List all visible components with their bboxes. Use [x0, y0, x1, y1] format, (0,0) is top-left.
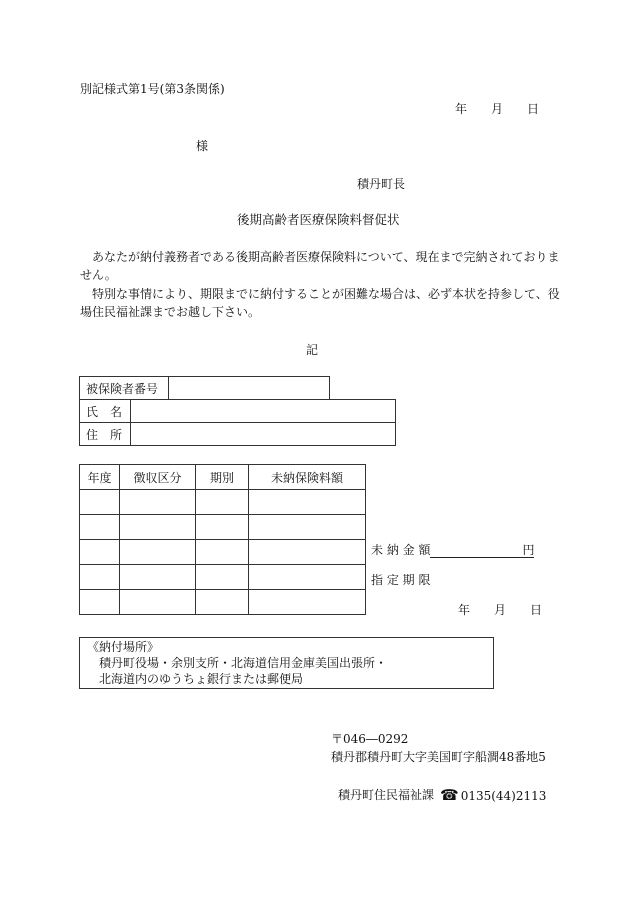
unpaid-amount-row: [371, 543, 534, 558]
unpaid-amount-field[interactable]: [430, 545, 522, 558]
table-cell[interactable]: [120, 565, 196, 590]
table-cell[interactable]: [80, 490, 120, 515]
table-row: [80, 565, 366, 590]
name-field[interactable]: [131, 400, 396, 423]
table-cell[interactable]: [120, 490, 196, 515]
body-paragraph-2-line-1: 特別な事情により、期限までに納付することが困難な場合は、必ず本状を持参して、役: [80, 287, 560, 301]
address-label: 住 所: [80, 423, 131, 446]
table-row: [80, 490, 366, 515]
header-collection-type: 徴収区分: [120, 465, 196, 490]
body-paragraph-1-line-1: あなたが納付義務者である後期高齢者医療保険料について、現在まで完納されておりま: [80, 250, 560, 264]
address-field[interactable]: [131, 423, 396, 446]
table-cell[interactable]: [196, 590, 249, 615]
name-label: 氏 名: [80, 400, 131, 423]
table-cell[interactable]: [249, 515, 366, 540]
table-cell[interactable]: [80, 565, 120, 590]
table-cell[interactable]: [249, 590, 366, 615]
payment-place-box: [79, 637, 494, 689]
table-cell[interactable]: [120, 590, 196, 615]
sender-name: 積丹町長: [357, 177, 406, 191]
header-term: 期別: [196, 465, 249, 490]
table-row: [80, 540, 366, 565]
insured-info-table: [79, 376, 330, 400]
phone-icon: ☎: [440, 786, 459, 804]
document-title: 後期高齢者医療保険料督促状: [237, 212, 400, 227]
header-fiscal-year: 年度: [80, 465, 120, 490]
table-cell[interactable]: [80, 590, 120, 615]
payment-place-heading: 《納付場所》: [87, 640, 160, 654]
table-cell[interactable]: [80, 515, 120, 540]
unpaid-amount-label: 未 納 金 額: [371, 543, 431, 557]
payment-place-line-1: 積丹町役場・余別支所・北海道信用金庫美国出張所・: [99, 656, 388, 670]
yen-label: 円: [522, 543, 535, 557]
insured-number-label: 被保険者番号: [80, 377, 169, 400]
deadline-date: 年 月 日: [458, 603, 543, 617]
table-row: [80, 515, 366, 540]
table-cell[interactable]: [249, 565, 366, 590]
issue-date: 年 月 日: [455, 102, 540, 116]
insured-number-field[interactable]: [169, 377, 330, 400]
unpaid-detail-table: [79, 464, 366, 615]
phone-line: [440, 788, 546, 803]
department-name: 積丹町住民福祉課: [338, 788, 435, 802]
ki-marker: 記: [306, 343, 319, 357]
body-paragraph-2-line-2: 場住民福祉課までお越し下さい。: [80, 305, 261, 319]
table-cell[interactable]: [249, 490, 366, 515]
payment-place-line-2: 北海道内のゆうちょ銀行または郵便局: [99, 672, 304, 686]
table-row: [80, 590, 366, 615]
deadline-label: 指 定 期 限: [371, 573, 431, 587]
table-cell[interactable]: [196, 540, 249, 565]
postal-code: 〒046―0292: [331, 732, 409, 746]
table-cell[interactable]: [249, 540, 366, 565]
table-cell[interactable]: [120, 515, 196, 540]
table-cell[interactable]: [196, 565, 249, 590]
office-address: 積丹郡積丹町大字美国町字船澗48番地5: [331, 750, 546, 764]
phone-number: 0135(44)2113: [460, 789, 547, 803]
detail-table-header: [80, 465, 366, 490]
table-cell[interactable]: [196, 490, 249, 515]
addressee-suffix: 様: [196, 139, 209, 153]
form-number: 別記様式第1号(第3条関係): [80, 82, 225, 96]
table-cell[interactable]: [120, 540, 196, 565]
table-cell[interactable]: [80, 540, 120, 565]
name-address-table: [79, 399, 396, 446]
body-paragraph-1-line-2: せん。: [80, 268, 117, 282]
header-unpaid-premium: 未納保険料額: [249, 465, 366, 490]
table-cell[interactable]: [196, 515, 249, 540]
